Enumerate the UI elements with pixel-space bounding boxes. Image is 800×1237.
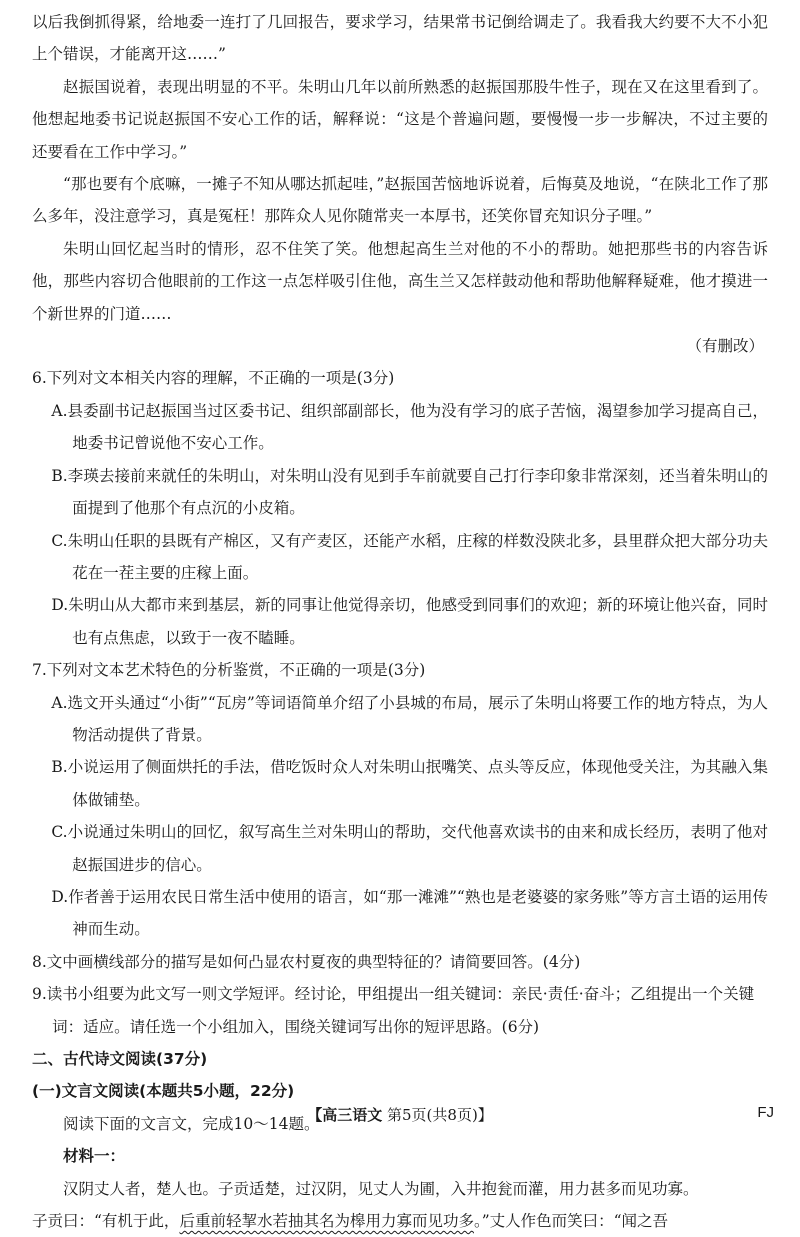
option-b: B.小说运用了侧面烘托的手法，借吃饭时众人对朱明山抿嘴笑、点头等反应，体现他受关注，为其融入集体做铺垫。 bbox=[51, 758, 768, 809]
footer-region-code: FJ bbox=[757, 1104, 774, 1121]
footer-page-number: 第5页(共8页)】 bbox=[387, 1106, 493, 1124]
subsection-heading: (一)文言文阅读(本题共5小题，22分) bbox=[32, 1082, 295, 1101]
option-d: D.作者善于运用农民日常生活中使用的语言，如“那一滩滩”“熟也是老婆婆的家务账”等方言土语的运用传神而生动。 bbox=[51, 887, 768, 939]
material-label: 材料一： bbox=[63, 1147, 126, 1166]
question-9 bbox=[32, 978, 768, 1043]
option-b: B.李瑛去接前来就任的朱明山，对朱明山没有见到手车前就要自己打行李印象非常深刻，还当着朱明山的面提到了他那个有点沉的小皮箱。 bbox=[51, 466, 768, 518]
question-7 bbox=[32, 654, 768, 946]
passage-paragraph: 赵振国说着，表现出明显的不平。朱明山几年以前所熟悉的赵振国那股牛性子，现在又在这里看到了。他想起地委书记说赵振国不安心工作的话，解释说：“这是个普遍问题，要慢慢一步一步解决，不过主要的还要看在工作中学习。” bbox=[32, 77, 768, 161]
passage-paragraph: 朱明山回忆起当时的情形，忍不住笑了笑。他想起高生兰对他的不小的帮助。她把那些书的内容告诉他，那些内容切合他眼前的工作这一点怎样吸引住他，高生兰又怎样鼓动他和帮助他解释疑难，他才摸进一个新世界的门道…… bbox=[32, 239, 768, 323]
page-footer bbox=[0, 1104, 800, 1130]
footer-subject: 【高三语文 bbox=[307, 1106, 383, 1124]
classical-text-part: 子贡曰：“有机于此， bbox=[32, 1212, 180, 1231]
wavy-underlined-sentence: 后重前轻挈水若抽其名为槔用力寡而见功多 bbox=[179, 1212, 474, 1231]
question-stem: 7.下列对文本艺术特色的分析鉴赏，不正确的一项是(3分) bbox=[32, 661, 426, 680]
question-stem: 9.读书小组要为此文写一则文学短评。经讨论，甲组提出一组关键词：亲民·责任·奋斗；乙组提出一个关键词：适应。请任选一个小组加入，围绕关键词写出你的短评思路。(6分) bbox=[32, 985, 755, 1036]
option-a: A.县委副书记赵振国当过区委书记、组织部副部长，他为没有学习的底子苦恼，渴望参加学习提高自己，地委书记曾说他不安心工作。 bbox=[51, 401, 768, 453]
option-a: A.选文开头通过“小街”“瓦房”等词语简单介绍了小县城的布局，展示了朱明山将要工作的地方特点，为人物活动提供了背景。 bbox=[51, 693, 768, 744]
option-d: D.朱明山从大都市来到基层，新的同事让他觉得亲切，他感受到同事们的欢迎；新的环境让他兴奋，同时也有点焦虑，以致于一夜不瞌睡。 bbox=[51, 596, 768, 647]
question-stem: 6.下列对文本相关内容的理解，不正确的一项是(3分) bbox=[32, 369, 395, 388]
section-heading: 二、古代诗文阅读(37分) bbox=[32, 1050, 208, 1068]
option-c: C.朱明山任职的县既有产棉区，又有产麦区，还能产水稻，庄稼的样数没陕北多，县里群众把大部分功夫花在一茬主要的庄稼上面。 bbox=[51, 531, 768, 582]
option-c: C.小说通过朱明山的回忆，叙写高生兰对朱明山的帮助，交代他喜欢读书的由来和成长经历，表明了他对赵振国进步的信心。 bbox=[51, 823, 768, 874]
classical-text-part: 。”丈人作色而笑曰：“闻之吾 bbox=[473, 1212, 669, 1231]
source-note: （有删改） bbox=[686, 337, 764, 356]
classical-text: 汉阴丈人者，楚人也。子贡适楚，过汉阴，见丈人为圃，入井抱瓮而灌，用力甚多而见功寡。 bbox=[63, 1179, 699, 1198]
instruction-text: 阅读下面的文言文，完成10～14题。 bbox=[63, 1114, 320, 1133]
classical-text bbox=[32, 1205, 768, 1237]
passage-paragraph: “那也要有个底嘛，一摊子不知从哪达抓起哇，”赵振国苦恼地诉说着，后悔莫及地说，“在陕北工作了那么多年，没注意学习，真是冤枉！那阵众人见你随常夹一本厚书，还笑你冒充知识分子哩。” bbox=[32, 175, 768, 226]
question-6 bbox=[32, 362, 768, 654]
passage-paragraph: 以后我倒抓得紧，给地委一连打了几回报告，要求学习，结果常书记倒给调走了。我看我大约要不大不小犯上个错误，才能离开这……” bbox=[32, 13, 768, 64]
question-stem: 8.文中画横线部分的描写是如何凸显农村夏夜的典型特征的？请简要回答。(4分) bbox=[32, 952, 581, 971]
question-8 bbox=[32, 946, 768, 978]
